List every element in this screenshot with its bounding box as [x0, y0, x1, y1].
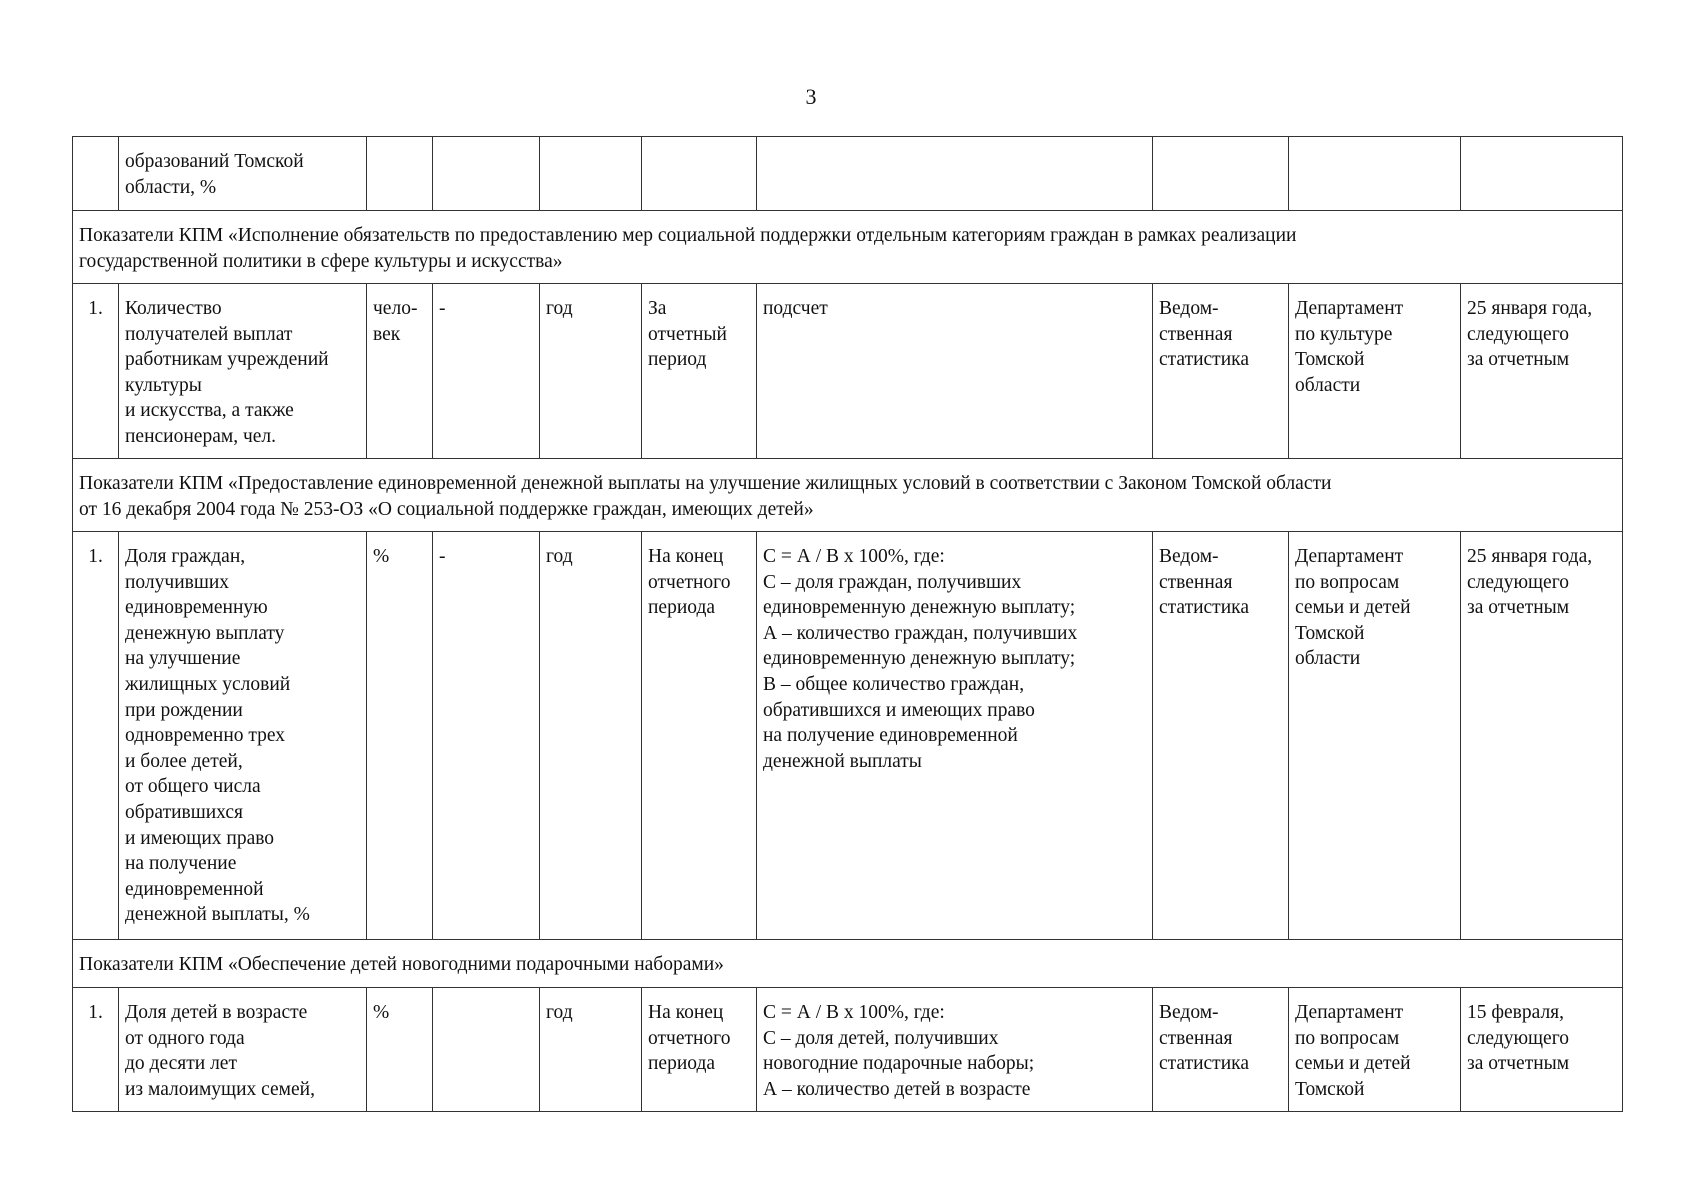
cell-unit — [367, 137, 433, 211]
page-number: 3 — [805, 84, 817, 109]
cell-method: С = А / В х 100%, где: С – доля граждан, получивших единовременную денежную выплату; А – количество граждан, получивших единовременную денежную выплату; В – общее количество граждан, обратившихся и имеющих право на получение единовременной денежной выплаты — [757, 532, 1153, 940]
cell-unit: % — [367, 532, 433, 940]
cell-c3: - — [433, 532, 540, 940]
cell-deadline: 25 января года, следующего за отчетным — [1461, 284, 1623, 459]
cell-indicator: Количество получателей выплат работникам учреждений культуры и искусства, а также пенсионерам, чел. — [119, 284, 367, 459]
cell-method — [757, 137, 1153, 211]
cell-source: Ведом- ственная статистика — [1153, 532, 1289, 940]
cell-indicator: Доля граждан, получивших единовременную денежную выплату на улучшение жилищных условий при рождении одновременно трех и более детей, от общего числа обратившихся и имеющих право на получение единовременной денежной выплаты, % — [119, 532, 367, 940]
cell-period: На конец отчетного периода — [642, 532, 757, 940]
cell-unit: % — [367, 988, 433, 1112]
cell-source: Ведом- ственная статистика — [1153, 988, 1289, 1112]
cell-deadline — [1461, 137, 1623, 211]
cell-period — [642, 137, 757, 211]
cell-c3 — [433, 137, 540, 211]
cell-method: подсчет — [757, 284, 1153, 459]
cell-source: Ведом- ственная статистика — [1153, 284, 1289, 459]
section-header-row — [73, 211, 1623, 284]
cell-period: За отчетный период — [642, 284, 757, 459]
cell-unit: чело- век — [367, 284, 433, 459]
cell-method: С = А / В х 100%, где: С – доля детей, получивших новогодние подарочные наборы; А – количество детей в возрасте — [757, 988, 1153, 1112]
cell-indicator: образований Томской области, % — [119, 137, 367, 211]
cell-periodicity: год — [540, 532, 642, 940]
cell-num: 1. — [73, 988, 119, 1112]
cell-c3 — [433, 988, 540, 1112]
cell-period: На конец отчетного периода — [642, 988, 757, 1112]
cell-deadline: 25 января года, следующего за отчетным — [1461, 532, 1623, 940]
section-title: Показатели КПМ «Предоставление единовременной денежной выплаты на улучшение жилищных условий в соответствии с Законом Томской области от 16 декабря 2004 года № 253-ОЗ «О социальной поддержке граждан, имеющих детей» — [73, 459, 1623, 532]
cell-deadline: 15 февраля, следующего за отчетным — [1461, 988, 1623, 1112]
cell-c3: - — [433, 284, 540, 459]
section-header-row — [73, 459, 1623, 532]
table-row — [73, 137, 1623, 211]
section-title: Показатели КПМ «Исполнение обязательств по предоставлению мер социальной поддержки отдельным категориям граждан в рамках реализации государственной политики в сфере культуры и искусства» — [73, 211, 1623, 284]
cell-num — [73, 137, 119, 211]
cell-num: 1. — [73, 284, 119, 459]
cell-responsible — [1289, 137, 1461, 211]
table-row — [73, 988, 1623, 1112]
cell-source — [1153, 137, 1289, 211]
cell-responsible: Департамент по вопросам семьи и детей Томской области — [1289, 532, 1461, 940]
cell-periodicity — [540, 137, 642, 211]
section-header-row — [73, 940, 1623, 988]
section-title: Показатели КПМ «Обеспечение детей новогодними подарочными наборами» — [73, 940, 1623, 988]
cell-responsible: Департамент по культуре Томской области — [1289, 284, 1461, 459]
cell-periodicity: год — [540, 988, 642, 1112]
cell-responsible: Департамент по вопросам семьи и детей Томской — [1289, 988, 1461, 1112]
table-row — [73, 532, 1623, 940]
indicators-table — [72, 136, 1623, 1112]
cell-periodicity: год — [540, 284, 642, 459]
cell-num: 1. — [73, 532, 119, 940]
table-row — [73, 284, 1623, 459]
cell-indicator: Доля детей в возрасте от одного года до десяти лет из малоимущих семей, — [119, 988, 367, 1112]
